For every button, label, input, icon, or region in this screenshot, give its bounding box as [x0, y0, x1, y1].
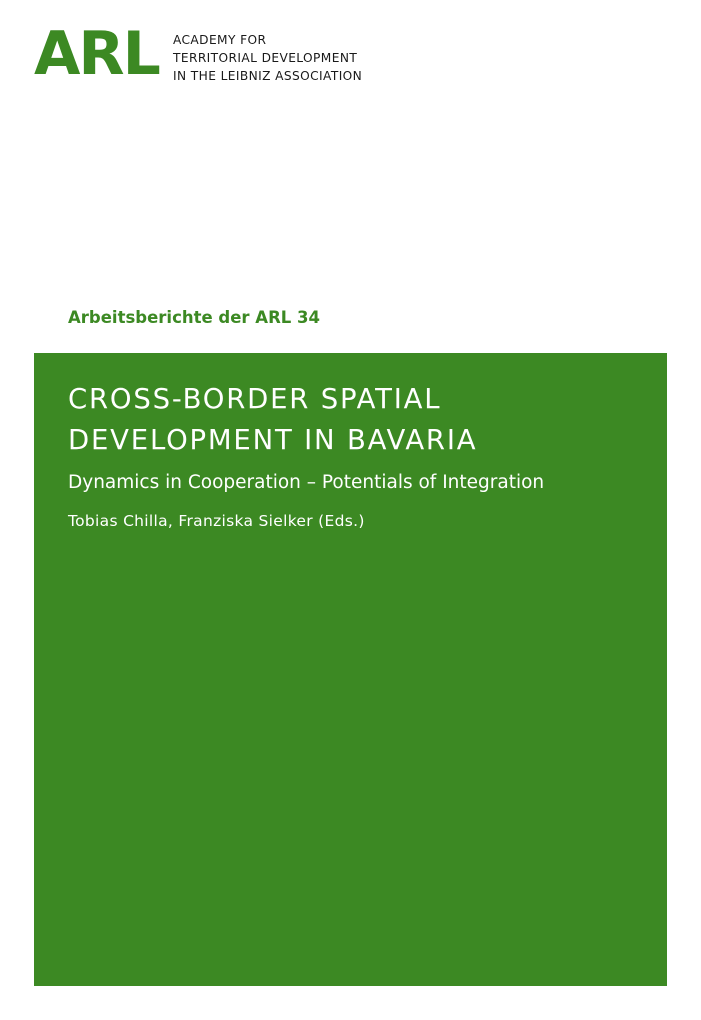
book-subtitle: Dynamics in Cooperation – Potentials of Integration	[68, 472, 545, 493]
book-title	[68, 379, 477, 461]
book-title-line-1: CROSS-BORDER SPATIAL	[68, 383, 442, 415]
arl-logo-mark: ARL	[34, 19, 159, 89]
book-editors: Tobias Chilla, Franziska Sielker (Eds.)	[68, 512, 365, 530]
book-title-line-2: DEVELOPMENT IN BAVARIA	[68, 424, 478, 456]
publisher-name-line-2: TERRITORIAL DEVELOPMENT	[173, 51, 358, 65]
publisher-name-line-1: ACADEMY FOR	[173, 33, 267, 47]
cover-panel	[34, 353, 667, 986]
publisher-name-line-3: IN THE LEIBNIZ ASSOCIATION	[173, 69, 363, 83]
publisher-name	[173, 31, 362, 85]
series-label: Arbeitsberichte der ARL 34	[68, 308, 320, 327]
